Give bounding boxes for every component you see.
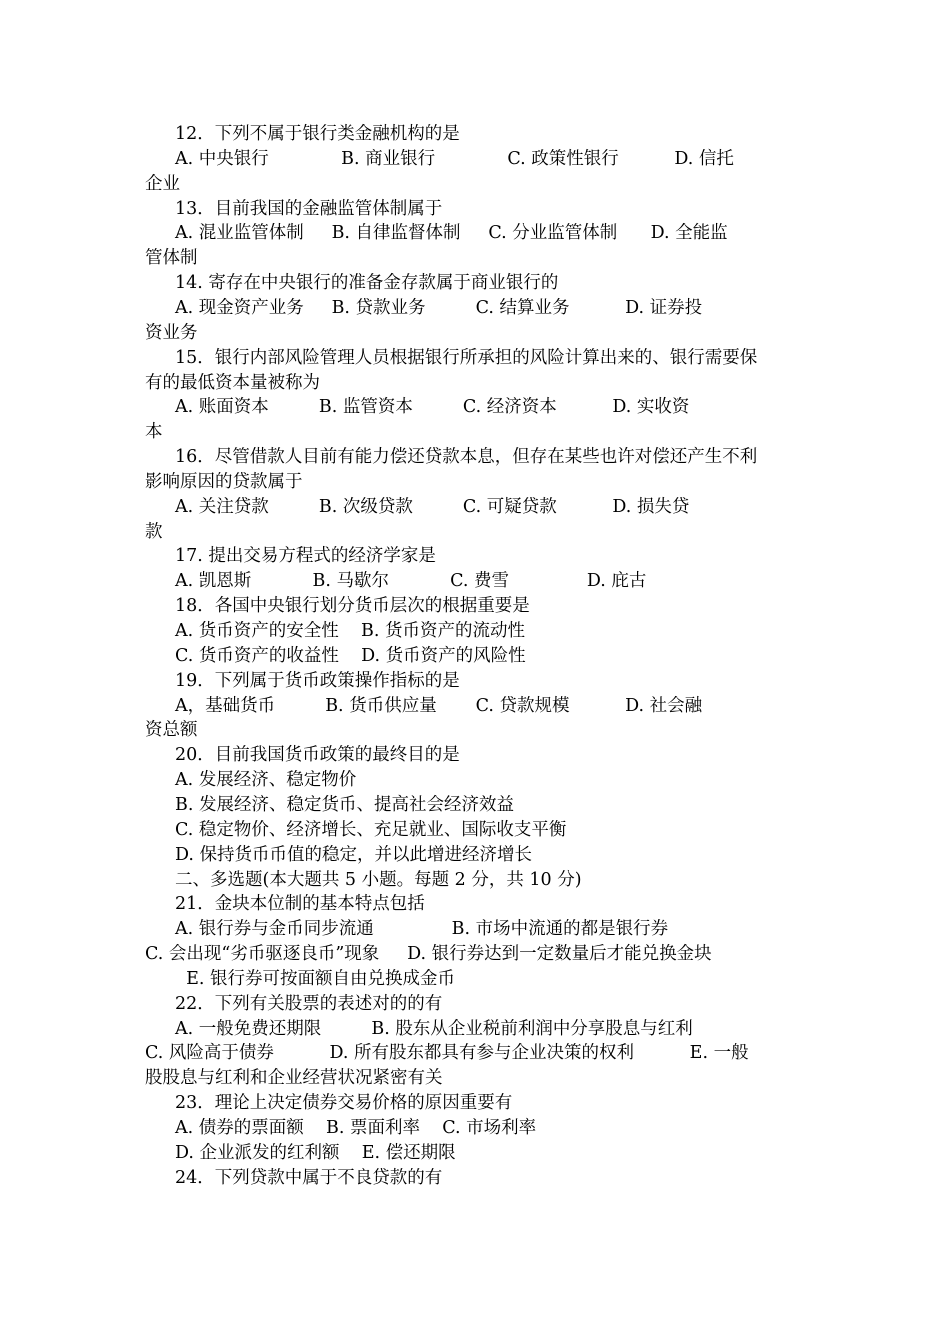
text-line: C. 稳定物价、经济增长、充足就业、国际收支平衡 (175, 819, 567, 840)
text-line: 管体制 (145, 248, 198, 269)
text-line: A. 混业监管体制 B. 自律监督体制 C. 分业监管体制 D. 全能监 (175, 223, 728, 244)
text-line: A. 凯恩斯 B. 马歇尔 C. 费雪 D. 庇古 (175, 571, 647, 592)
text-line: 16．尽管借款人目前有能力偿还贷款本息，但存在某些也许对偿还产生不利 (175, 447, 758, 468)
text-line: 22．下列有关股票的表述对的的有 (175, 993, 443, 1014)
text-line: 本 (145, 422, 163, 443)
text-line: 24．下列贷款中属于不良贷款的有 (175, 1167, 443, 1188)
text-line: 20．目前我国货币政策的最终目的是 (175, 745, 460, 766)
text-line: 14. 寄存在中央银行的准备金存款属于商业银行的 (175, 273, 559, 294)
text-line: 13．目前我国的金融监管体制属于 (175, 198, 443, 219)
text-line: 资业务 (145, 322, 198, 343)
text-line: 12．下列不属于银行类金融机构的是 (175, 124, 460, 144)
text-line: D. 保持货币币值的稳定，并以此增进经济增长 (175, 844, 533, 865)
text-line: 资总额 (145, 720, 198, 741)
text-line: 企业 (145, 173, 180, 194)
text-line: 21．金块本位制的基本特点包括 (175, 894, 425, 915)
text-line: 影响原因的贷款属于 (145, 471, 303, 492)
text-line: A. 发展经济、稳定物价 (175, 770, 357, 791)
text-line: A. 现金资产业务 B. 贷款业务 C. 结算业务 D. 证券投 (175, 297, 703, 318)
text-line: 有的最低资本量被称为 (145, 372, 320, 393)
text-line: 款 (145, 521, 163, 542)
text-line: A. 一般免费还期限 B. 股东从企业税前利润中分享股息与红利 (175, 1018, 693, 1039)
text-line: 17. 提出交易方程式的经济学家是 (175, 546, 436, 567)
text-line: 股股息与红利和企业经营状况紧密有关 (145, 1068, 443, 1089)
text-line: A. 债券的票面额 B. 票面利率 C. 市场利率 (175, 1118, 537, 1138)
text-line: A. 货币资产的安全性 B. 货币资产的流动性 (175, 621, 525, 641)
text-line: B. 发展经济、稳定货币、提高社会经济效益 (175, 794, 514, 815)
text-line: A. 银行券与金币同步流通 B. 市场中流通的都是银行券 (175, 919, 669, 940)
text-line: 18．各国中央银行划分货币层次的根据重要是 (175, 596, 530, 617)
text-line: D. 企业派发的红利额 E. 偿还期限 (175, 1142, 456, 1163)
text-line: 19．下列属于货币政策操作指标的是 (175, 670, 460, 691)
text-line: C. 货币资产的收益性 D. 货币资产的风险性 (175, 645, 526, 666)
text-line: C. 会出现“劣币驱逐良币”现象 D. 银行券达到一定数量后才能兑换金块 (145, 944, 712, 965)
text-line: 二、多选题(本大题共 5 小题。每题 2 分，共 10 分) (175, 869, 582, 890)
text-line: 15．银行内部风险管理人员根据银行所承担的风险计算出来的、银行需要保 (175, 347, 758, 368)
text-line: A. 中央银行 B. 商业银行 C. 政策性银行 D. 信托 (175, 148, 734, 169)
text-line: E. 银行券可按面额自由兑换成金币 (175, 968, 456, 989)
text-line: A，基础货币 B. 货币供应量 C. 贷款规模 D. 社会融 (175, 695, 703, 716)
text-line: A. 关注贷款 B. 次级贷款 C. 可疑贷款 D. 损失贷 (175, 496, 690, 517)
text-line: A. 账面资本 B. 监管资本 C. 经济资本 D. 实收资 (175, 397, 690, 418)
text-line: C. 风险高于债券 D. 所有股东都具有参与企业决策的权利 E. 一般 (145, 1043, 749, 1064)
text-line: 23．理论上决定债券交易价格的原因重要有 (175, 1093, 513, 1114)
